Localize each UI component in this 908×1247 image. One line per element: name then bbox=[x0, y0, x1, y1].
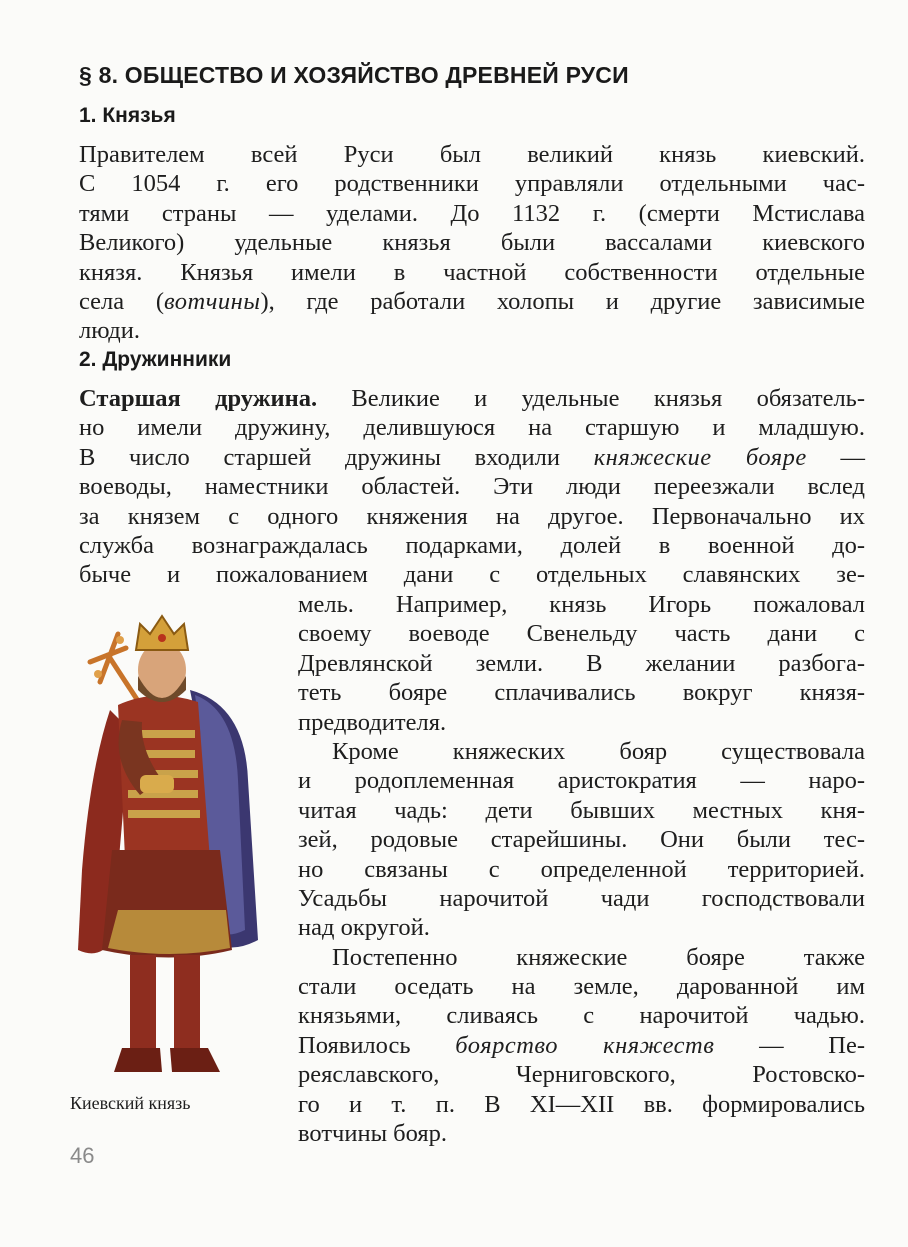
text-line: Постепенно княжеские бояре также bbox=[332, 943, 865, 971]
text-line: Кроме княжеских бояр существовала bbox=[332, 737, 865, 765]
text-line: князьями, сливаясь с нарочитой чадью. bbox=[298, 1002, 865, 1030]
text-line: читая чадь: дети бывших местных кня- bbox=[298, 796, 865, 824]
text-line: своему воеводе Свенельду часть дани с bbox=[298, 620, 865, 648]
term-starshaya-druzhina: Старшая дружина. bbox=[79, 385, 318, 412]
text-line: князя. Князья имели в частной собственности отдельные bbox=[79, 258, 865, 286]
term-votchiny: вотчины bbox=[163, 287, 261, 315]
text-line: и родоплеменная аристократия — наро- bbox=[298, 767, 865, 795]
term-boyarstvo-knyazhestv: боярство княжеств bbox=[455, 1031, 715, 1059]
section-2-paragraph-full bbox=[79, 384, 865, 590]
text-line: но имели дружину, делившуюся на старшую и младшую. bbox=[79, 414, 865, 442]
text-line: Появилось боярство княжеств — Пе- bbox=[298, 1031, 866, 1059]
text-line: воеводы, наместники областей. Эти люди переезжали вслед bbox=[79, 473, 865, 501]
text-line: Старшая дружина. Великие и удельные князья обязатель- bbox=[79, 385, 866, 412]
text-line: стали оседать на земле, дарованной им bbox=[298, 973, 865, 1001]
text-line: мель. Например, князь Игорь пожаловал bbox=[298, 591, 865, 618]
section-2-paragraph-narrow bbox=[298, 590, 865, 1148]
text-line: С 1054 г. его родственники управляли отдельными час- bbox=[79, 170, 865, 198]
text-line: над округой. bbox=[298, 914, 430, 942]
text-line: В число старшей дружины входили княжеские бояре — bbox=[79, 443, 865, 471]
text-line: го и т. п. В XI—XII вв. формировались bbox=[298, 1090, 865, 1118]
chapter-title: § 8. ОБЩЕСТВО И ХОЗЯЙСТВО ДРЕВНЕЙ РУСИ bbox=[79, 62, 629, 88]
text-line: села (вотчины), где работали холопы и другие зависимые bbox=[79, 287, 865, 315]
text-line: тями страны — уделами. До 1132 г. (смерти Мстислава bbox=[79, 199, 865, 227]
text-line: реяславского, Черниговского, Ростовско- bbox=[298, 1061, 865, 1089]
text-line: Великого) удельные князья были вассалами киевского bbox=[79, 229, 865, 257]
page-number: 46 bbox=[70, 1143, 95, 1168]
kievan-prince-illustration bbox=[70, 610, 280, 1085]
prince-figure-image bbox=[70, 610, 280, 1085]
text-line: предводителя. bbox=[298, 708, 447, 736]
text-line: за князем с одного княжения на другое. Первоначально их bbox=[79, 502, 865, 530]
text-line: но связаны с определенной территорией. bbox=[298, 855, 865, 883]
section-2-heading: 2. Дружинники bbox=[79, 348, 232, 371]
section-1-heading: 1. Князья bbox=[79, 104, 176, 127]
term-knyazheskie-boyare: княжеские бояре bbox=[593, 443, 807, 471]
text-line: Усадьбы нарочитой чади господствовали bbox=[298, 884, 865, 912]
section-1-paragraph bbox=[79, 140, 865, 346]
text-line: быче и пожалованием дани с отдельных славянских зе- bbox=[79, 561, 865, 589]
text-line: теть бояре сплачивались вокруг князя- bbox=[298, 679, 865, 707]
text-line: люди. bbox=[79, 317, 140, 345]
text-line: служба вознаграждалась подарками, долей в военной до- bbox=[79, 531, 865, 559]
text-line: Древлянской земли. В желании разбога- bbox=[298, 649, 865, 677]
text-line: зей, родовые старейшины. Они были тес- bbox=[298, 826, 865, 854]
figure-caption: Киевский князь bbox=[70, 1093, 191, 1113]
text-line: Правителем всей Руси был великий князь киевский. bbox=[79, 141, 865, 168]
text-line: вотчины бояр. bbox=[298, 1120, 448, 1148]
